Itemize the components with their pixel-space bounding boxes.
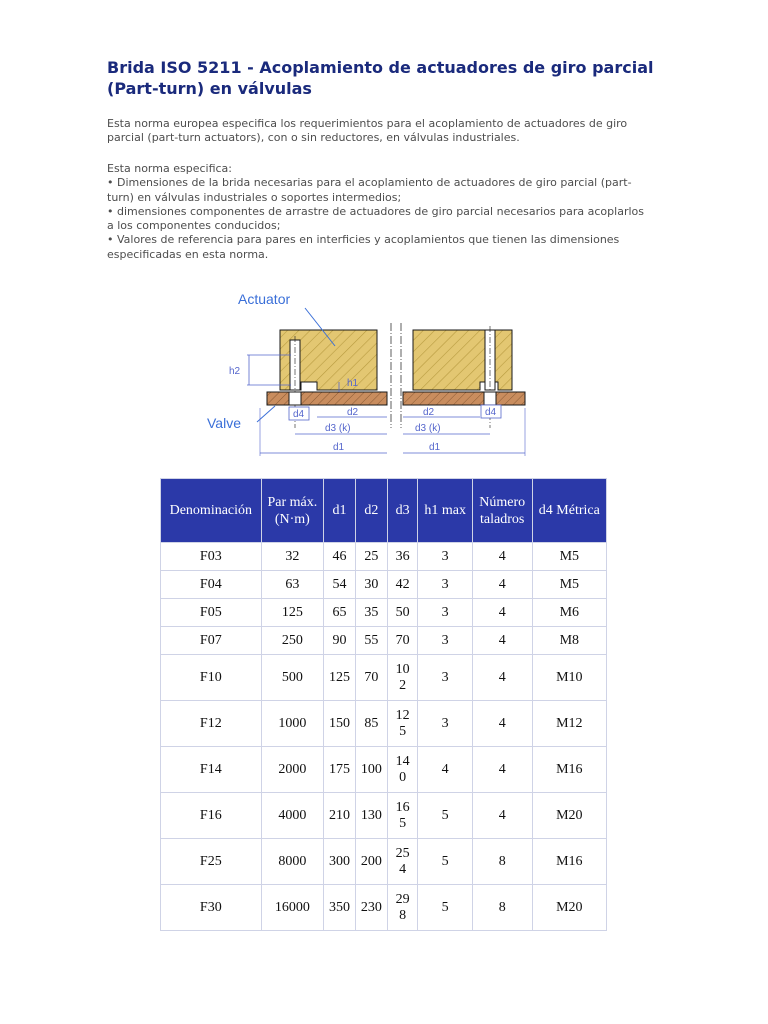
d3-right-label: d3 (k) bbox=[415, 423, 441, 434]
table-row bbox=[161, 599, 607, 627]
table-cell: 150 bbox=[324, 701, 356, 747]
table-cell-text: 125 bbox=[395, 707, 410, 739]
table-cell: F16 bbox=[161, 793, 262, 839]
spec-list-paragraph bbox=[107, 162, 667, 262]
table-cell: F14 bbox=[161, 747, 262, 793]
table-cell: 8000 bbox=[261, 839, 323, 885]
table-row bbox=[161, 571, 607, 599]
table-cell: 125 bbox=[261, 599, 323, 627]
table-cell bbox=[387, 747, 418, 793]
valve-flange-right bbox=[403, 392, 525, 405]
table-cell: 3 bbox=[418, 543, 472, 571]
table-cell: 125 bbox=[324, 655, 356, 701]
col-header: Número taladros bbox=[472, 479, 532, 543]
table-cell: F07 bbox=[161, 627, 262, 655]
table-cell: 8 bbox=[472, 885, 532, 931]
table-cell: M8 bbox=[532, 627, 606, 655]
intro-paragraph: Esta norma europea especifica los requerimientos para el acoplamiento de actuadores de giro parcial (part-turn actuators), con o sin reductores, en válvulas industriales. bbox=[107, 117, 628, 145]
table-cell: 230 bbox=[355, 885, 387, 931]
table-cell: 46 bbox=[324, 543, 356, 571]
table-row bbox=[161, 747, 607, 793]
table-cell-text: 254 bbox=[395, 845, 410, 877]
valve-label: Valve bbox=[207, 415, 241, 431]
table-cell: 54 bbox=[324, 571, 356, 599]
table-cell bbox=[387, 655, 418, 701]
table-cell: 500 bbox=[261, 655, 323, 701]
table-cell: 4 bbox=[472, 793, 532, 839]
list-line: • Dimensiones de la brida necesarias para el acoplamiento de actuadores de giro parcial (part- bbox=[107, 176, 632, 190]
table-row bbox=[161, 839, 607, 885]
valve-flange-left bbox=[267, 392, 387, 405]
table-cell: 65 bbox=[324, 599, 356, 627]
table-row bbox=[161, 793, 607, 839]
table-cell-text: 102 bbox=[395, 661, 410, 693]
table-cell: 4 bbox=[472, 571, 532, 599]
table-cell: 4 bbox=[472, 701, 532, 747]
d3-left-label: d3 (k) bbox=[325, 423, 351, 434]
table-cell bbox=[387, 793, 418, 839]
table-cell: 210 bbox=[324, 793, 356, 839]
table-cell-text: 165 bbox=[395, 799, 410, 831]
list-line: • dimensiones componentes de arrastre de actuadores de giro parcial necesarios para acoplarlos bbox=[107, 204, 644, 218]
table-cell: 3 bbox=[418, 655, 472, 701]
col-header: d2 bbox=[355, 479, 387, 543]
table-cell-text: 298 bbox=[395, 891, 410, 923]
table-cell: M20 bbox=[532, 793, 606, 839]
actuator-label: Actuator bbox=[238, 291, 291, 307]
table-cell: 3 bbox=[418, 571, 472, 599]
col-header: d4 Métrica bbox=[532, 479, 606, 543]
table-cell: 5 bbox=[418, 885, 472, 931]
d4-left-label: d4 bbox=[293, 409, 305, 420]
table-cell: M20 bbox=[532, 885, 606, 931]
table-cell-text: 140 bbox=[395, 753, 410, 785]
table-cell: 4000 bbox=[261, 793, 323, 839]
table-cell: 36 bbox=[387, 543, 418, 571]
table-cell: 300 bbox=[324, 839, 356, 885]
table-header-row bbox=[161, 479, 607, 543]
table-cell: 25 bbox=[355, 543, 387, 571]
table-cell: 90 bbox=[324, 627, 356, 655]
flange-diagram bbox=[205, 288, 535, 460]
table-cell: 4 bbox=[472, 543, 532, 571]
table-cell: 63 bbox=[261, 571, 323, 599]
table-cell: M16 bbox=[532, 747, 606, 793]
table-cell: 3 bbox=[418, 627, 472, 655]
col-header: h1 max bbox=[418, 479, 472, 543]
list-line: especificadas en esta norma. bbox=[107, 247, 269, 261]
table-cell: F04 bbox=[161, 571, 262, 599]
table-cell: 70 bbox=[387, 627, 418, 655]
table-cell: F05 bbox=[161, 599, 262, 627]
col-header: Par máx. (N·m) bbox=[261, 479, 323, 543]
table-cell: 3 bbox=[418, 701, 472, 747]
page-title: Brida ISO 5211 - Acoplamiento de actuadores de giro parcial (Part-turn) en válvulas bbox=[107, 58, 654, 98]
table-cell: 4 bbox=[472, 599, 532, 627]
table-cell: 200 bbox=[355, 839, 387, 885]
table-cell: M5 bbox=[532, 543, 606, 571]
table-row bbox=[161, 701, 607, 747]
table-cell: M5 bbox=[532, 571, 606, 599]
table-cell: 70 bbox=[355, 655, 387, 701]
table-cell: M12 bbox=[532, 701, 606, 747]
table-cell: F30 bbox=[161, 885, 262, 931]
table-cell: 175 bbox=[324, 747, 356, 793]
table-cell: 350 bbox=[324, 885, 356, 931]
d2-right-label: d2 bbox=[423, 407, 435, 418]
table-cell: F25 bbox=[161, 839, 262, 885]
table-cell: 85 bbox=[355, 701, 387, 747]
table-cell: 4 bbox=[472, 627, 532, 655]
h2-label: h2 bbox=[229, 366, 241, 377]
col-header: d3 bbox=[387, 479, 418, 543]
table-cell: 32 bbox=[261, 543, 323, 571]
table-cell: M6 bbox=[532, 599, 606, 627]
table-cell: 3 bbox=[418, 599, 472, 627]
table-row bbox=[161, 655, 607, 701]
h1-label: h1 bbox=[347, 378, 359, 389]
table-row bbox=[161, 885, 607, 931]
table-cell: 5 bbox=[418, 839, 472, 885]
table-cell: 30 bbox=[355, 571, 387, 599]
d4-right-label: d4 bbox=[485, 407, 497, 418]
table-cell: M10 bbox=[532, 655, 606, 701]
table-cell: 55 bbox=[355, 627, 387, 655]
table-cell: 4 bbox=[472, 655, 532, 701]
table-cell: 4 bbox=[472, 747, 532, 793]
table-cell: F10 bbox=[161, 655, 262, 701]
table-cell: 130 bbox=[355, 793, 387, 839]
table-row bbox=[161, 543, 607, 571]
table-cell: 5 bbox=[418, 793, 472, 839]
list-line: Esta norma especifica: bbox=[107, 162, 232, 175]
col-header: Denominación bbox=[161, 479, 262, 543]
flange-spec-table bbox=[160, 478, 607, 931]
table-cell: 16000 bbox=[261, 885, 323, 931]
actuator-block-right bbox=[413, 330, 512, 390]
table-cell: 2000 bbox=[261, 747, 323, 793]
table-cell: 50 bbox=[387, 599, 418, 627]
table-cell bbox=[387, 885, 418, 931]
list-line: turn) en válvulas industriales o soportes intermedios; bbox=[107, 190, 402, 204]
table-cell: 250 bbox=[261, 627, 323, 655]
table-cell: 1000 bbox=[261, 701, 323, 747]
table-cell: 100 bbox=[355, 747, 387, 793]
list-line: a los componentes conducidos; bbox=[107, 219, 281, 233]
table-cell: 35 bbox=[355, 599, 387, 627]
table-cell bbox=[387, 839, 418, 885]
table-row bbox=[161, 627, 607, 655]
d1-right-label: d1 bbox=[429, 442, 441, 453]
table-cell: F03 bbox=[161, 543, 262, 571]
table-cell: 42 bbox=[387, 571, 418, 599]
col-header: d1 bbox=[324, 479, 356, 543]
table-cell: 4 bbox=[418, 747, 472, 793]
table-cell: 8 bbox=[472, 839, 532, 885]
table-cell bbox=[387, 701, 418, 747]
d1-left-label: d1 bbox=[333, 442, 345, 453]
list-line: • Valores de referencia para pares en interficies y acoplamientos que tienen las dimensiones bbox=[107, 233, 620, 247]
table-cell: F12 bbox=[161, 701, 262, 747]
table-cell: M16 bbox=[532, 839, 606, 885]
d2-left-label: d2 bbox=[347, 407, 359, 418]
